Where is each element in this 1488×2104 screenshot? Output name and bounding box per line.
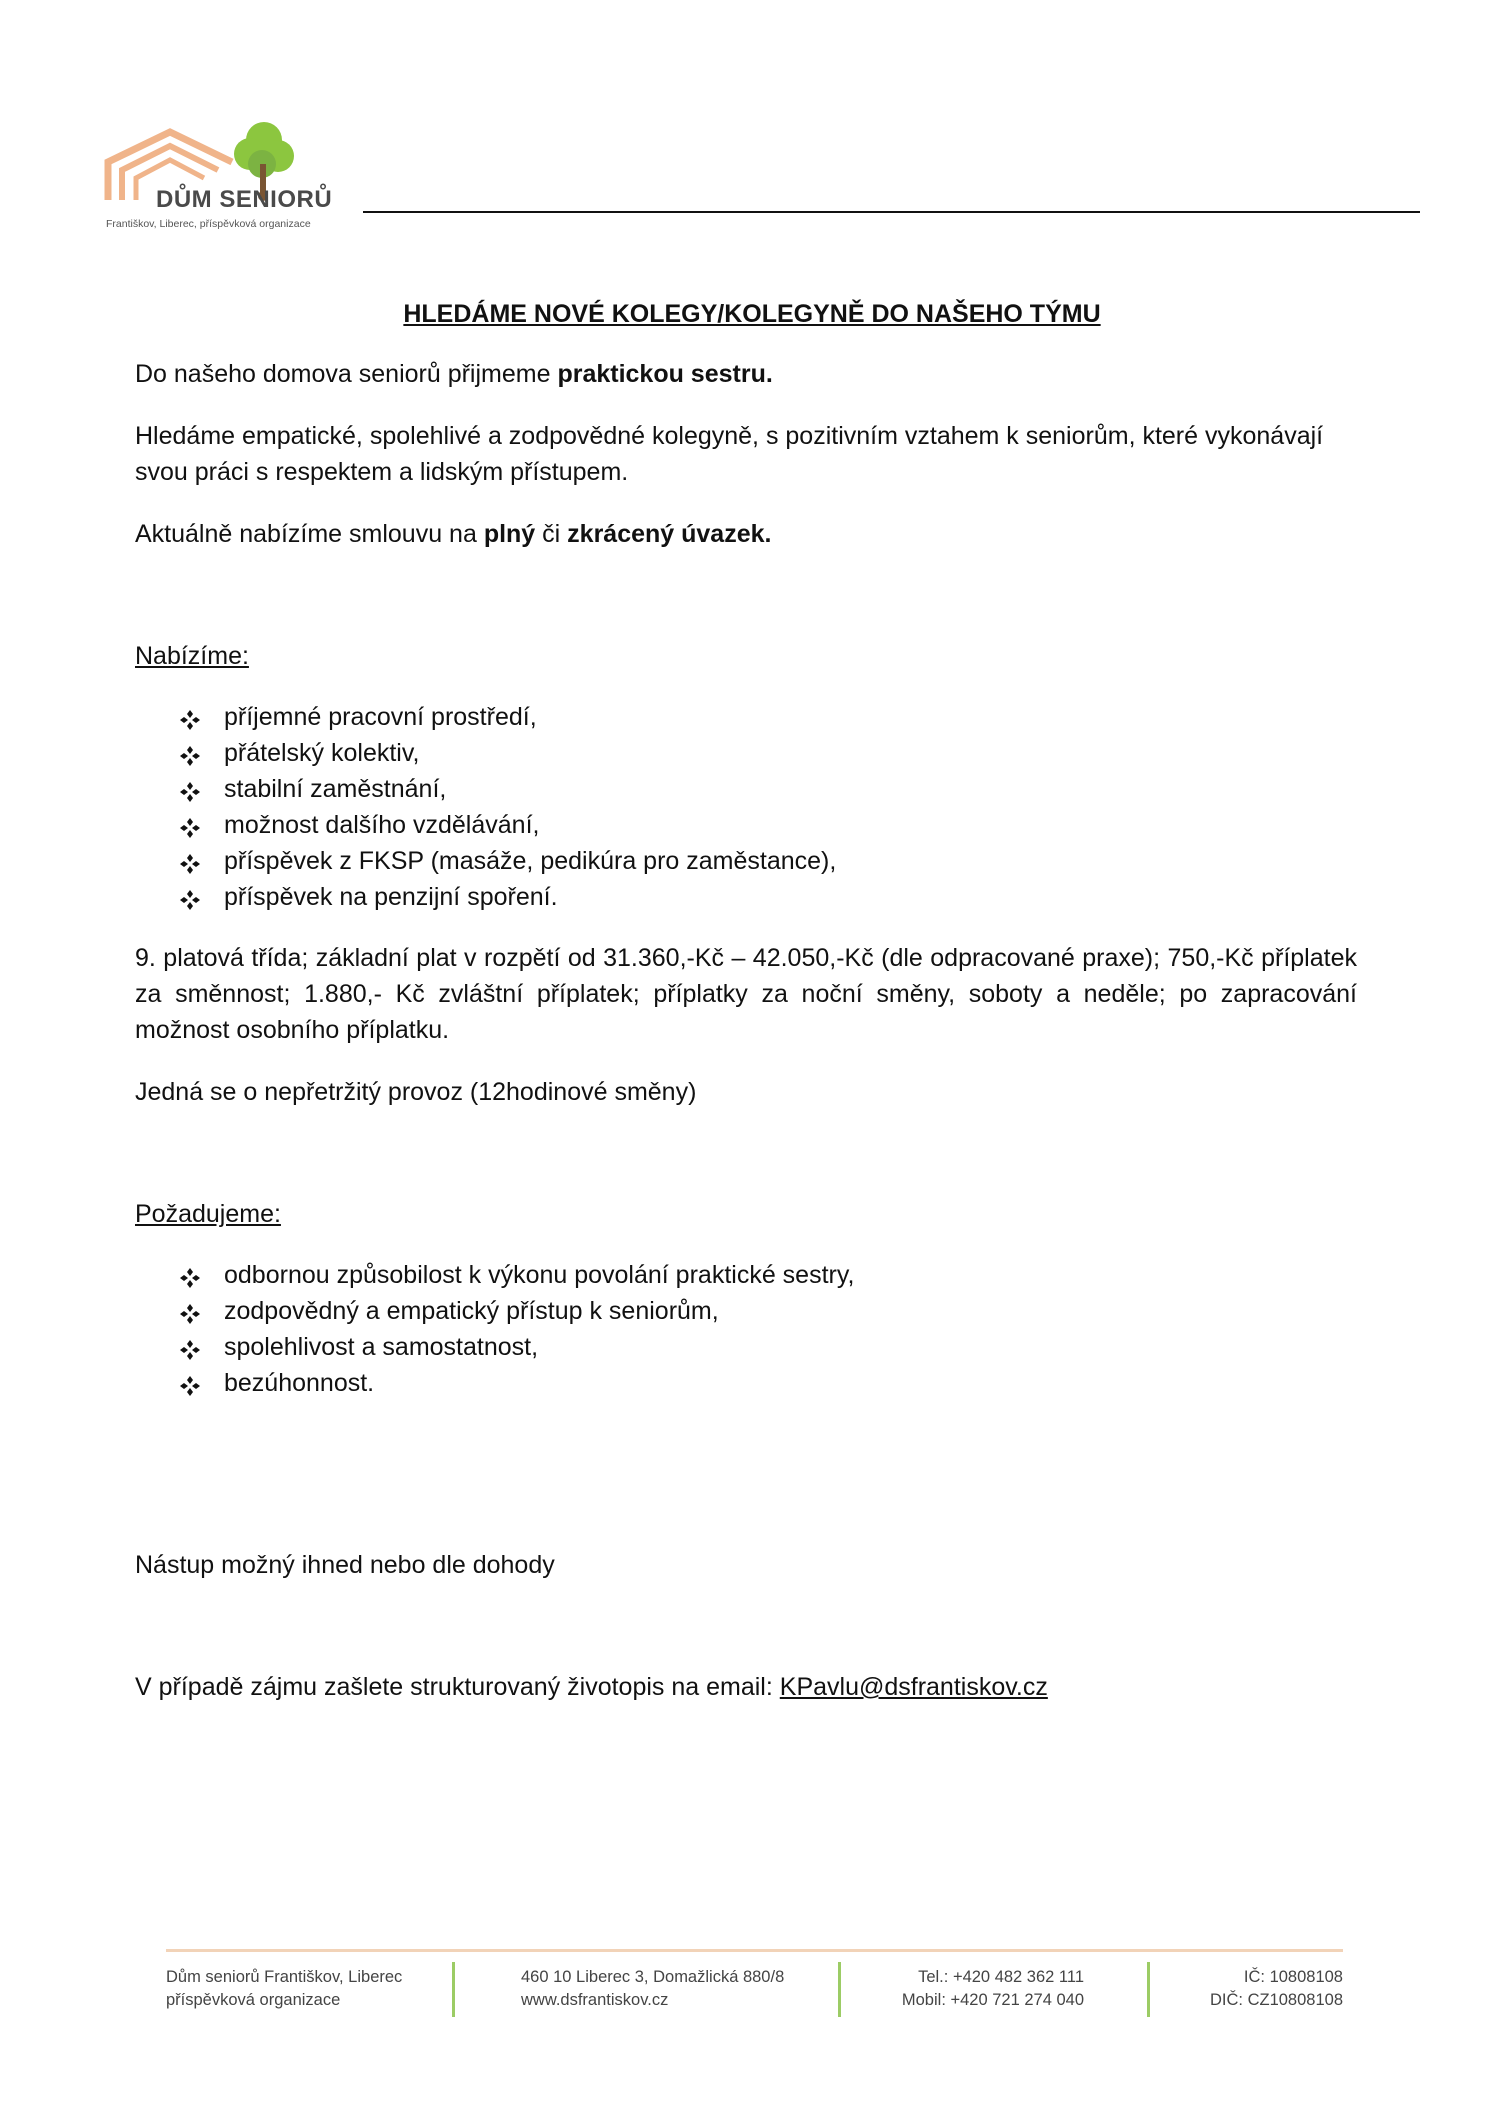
- header-rule: [363, 211, 1420, 213]
- footer-org-type: příspěvková organizace: [166, 1991, 341, 2009]
- diamond-bullet-icon: [180, 1340, 200, 1360]
- intro-text: Do našeho domova seniorů přijmeme: [135, 360, 558, 388]
- footer-divider: [838, 1962, 841, 2017]
- contact-text: V případě zájmu zašlete strukturovaný životopis na email:: [135, 1673, 780, 1701]
- footer-divider: [452, 1962, 455, 2017]
- offer-item-text: možnost dalšího vzdělávání,: [224, 811, 540, 839]
- list-item: [180, 771, 1357, 807]
- intro-paragraph-1: [135, 356, 1357, 392]
- footer-ic: IČ: 10808108: [1243, 1968, 1343, 1986]
- footer-org-name: Dům seniorů Františkov, Liberec: [166, 1968, 403, 1986]
- footer-street: 460 10 Liberec 3, Domažlická 880/8: [521, 1968, 785, 1986]
- offer-list: [135, 699, 1357, 915]
- list-item: [180, 843, 1357, 879]
- intro-paragraph-2: Hledáme empatické, spolehlivé a zodpovědné kolegyně, s pozitivním vztahem k seniorům, které vykonávají svou práci s respektem a lidským přístupem.: [135, 422, 1324, 486]
- footer-phone: Tel.: +420 482 362 111: [918, 1968, 1084, 1986]
- list-item: [180, 1365, 1357, 1401]
- email-link[interactable]: KPavlu@dsfrantiskov.cz: [779, 1673, 1048, 1701]
- offer-item-text: příspěvek z FKSP (masáže, pedikúra pro zaměstance),: [224, 847, 837, 875]
- requirement-item-text: spolehlivost a samostatnost,: [224, 1333, 539, 1361]
- intro-paragraph-3: [135, 516, 1357, 552]
- diamond-bullet-icon: [180, 1304, 200, 1324]
- logo: [104, 118, 334, 238]
- logo-subtitle: Františkov, Liberec, příspěvková organizace: [106, 218, 311, 230]
- footer-ids: [1180, 1966, 1343, 2012]
- footer-mobile: Mobil: +420 721 274 040: [901, 1991, 1084, 2009]
- full-time: plný: [483, 520, 536, 548]
- requirement-item-text: bezúhonnost.: [224, 1369, 375, 1397]
- offer-item-text: příspěvek na penzijní spoření.: [224, 883, 558, 911]
- diamond-bullet-icon: [180, 1376, 200, 1396]
- footer-line: [166, 1949, 1343, 1952]
- footer-website[interactable]: www.dsfrantiskov.cz: [521, 1991, 669, 2009]
- footer-dic: DIČ: CZ10808108: [1210, 1991, 1343, 2009]
- requirement-item-text: odbornou způsobilost k výkonu povolání praktické sestry,: [224, 1261, 855, 1289]
- diamond-bullet-icon: [180, 746, 200, 766]
- list-item: [180, 735, 1357, 771]
- diamond-bullet-icon: [180, 890, 200, 910]
- footer-phones: [880, 1966, 1084, 2012]
- logo-name: DŮM SENIORŮ: [156, 186, 333, 213]
- start-date-paragraph: Nástup možný ihned nebo dle dohody: [135, 1551, 555, 1579]
- footer-divider: [1147, 1962, 1150, 2017]
- page-title: HLEDÁME NOVÉ KOLEGY/KOLEGYNĚ DO NAŠEHO TÝMU: [403, 300, 1101, 328]
- diamond-bullet-icon: [180, 1268, 200, 1288]
- diamond-bullet-icon: [180, 854, 200, 874]
- footer-address: [521, 1966, 784, 2012]
- list-item: [180, 1293, 1357, 1329]
- part-time: zkrácený úvazek.: [567, 520, 772, 548]
- footer-organization: [166, 1966, 402, 2012]
- list-item: [180, 1329, 1357, 1365]
- offer-item-text: příjemné pracovní prostředí,: [224, 703, 537, 731]
- shift-paragraph: Jedná se o nepřetržitý provoz (12hodinové směny): [135, 1078, 697, 1106]
- list-item: [180, 1257, 1357, 1293]
- position-name: praktickou sestru.: [557, 360, 773, 388]
- requirements-list: [135, 1257, 1357, 1401]
- requirement-item-text: zodpovědný a empatický přístup k seniorům,: [224, 1297, 719, 1325]
- contact-paragraph: [135, 1669, 1357, 1705]
- list-item: [180, 807, 1357, 843]
- diamond-bullet-icon: [180, 782, 200, 802]
- document-body: [135, 296, 1357, 1705]
- offer-heading: Nabízíme:: [135, 642, 249, 670]
- list-item: [180, 699, 1357, 735]
- offer-item-text: přátelský kolektiv,: [224, 739, 420, 767]
- list-item: [180, 879, 1357, 915]
- salary-paragraph: 9. platová třída; základní plat v rozpětí od 31.360,-Kč – 42.050,-Kč (dle odpracované praxe); 750,-Kč příplatek za směnnost; 1.880,- Kč zvláštní příplatek; příplatky za noční směny, soboty a neděle; po zapracování možnost osobního příplatku.: [135, 944, 1357, 1044]
- contract-text: Aktuálně nabízíme smlouvu na: [135, 520, 484, 548]
- diamond-bullet-icon: [180, 710, 200, 730]
- contract-or: či: [535, 520, 568, 548]
- requirements-heading: Požadujeme:: [135, 1200, 281, 1228]
- offer-item-text: stabilní zaměstnání,: [224, 775, 447, 803]
- diamond-bullet-icon: [180, 818, 200, 838]
